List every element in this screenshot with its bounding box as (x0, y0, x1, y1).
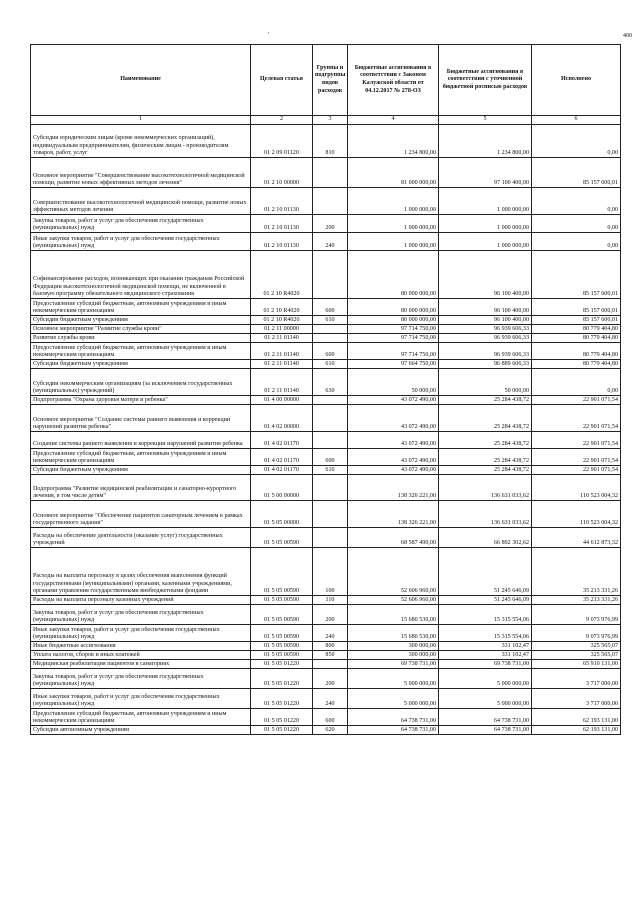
row-target-article: 01 4 02 01170 (251, 466, 313, 475)
row-target-article: 01 2 10 01130 (251, 215, 313, 233)
row-approved-amount: 97 714 750,00 (348, 343, 439, 360)
row-name: Основное мероприятие "Обеспечение пациентов санаторным лечением в рамках государственного задания" (31, 501, 251, 528)
row-name: Иные закупки товаров, работ и услуг для обеспечения государственных (муниципальных) нужд (31, 689, 251, 709)
row-target-article: 01 5 05 00590 (251, 651, 313, 660)
row-executed-amount: 44 612 873,32 (532, 528, 621, 548)
row-name: Совершенствование высокотехнологичной медицинской помощи, развитие новых эффективных методов лечения (31, 188, 251, 215)
row-executed-amount: 110 523 004,32 (532, 501, 621, 528)
row-revised-amount: 331 102,47 (439, 651, 532, 660)
row-target-article: 01 5 05 01220 (251, 709, 313, 726)
row-expense-group: 600 (313, 449, 348, 466)
row-expense-group (313, 528, 348, 548)
row-name: Основное мероприятие "Развитие службы крови" (31, 325, 251, 334)
table-row (31, 188, 621, 215)
row-executed-amount: 22 901 071,54 (532, 405, 621, 432)
table-row (31, 158, 621, 188)
row-name: Субсидии автономным учреждениям (31, 726, 251, 735)
row-approved-amount: 5 000 000,00 (348, 689, 439, 709)
table-row (31, 501, 621, 528)
row-name: Иные закупки товаров, работ и услуг для обеспечения государственных (муниципальных) нужд (31, 625, 251, 642)
row-executed-amount: 35 213 331,26 (532, 548, 621, 596)
row-revised-amount: 25 284 438,72 (439, 449, 532, 466)
row-name: Подпрограмма "Развитие медицинской реабилитации и санаторно-курортного лечения, в том числе детям" (31, 475, 251, 501)
row-approved-amount: 97 664 750,00 (348, 360, 439, 369)
row-target-article: 01 4 02 00000 (251, 405, 313, 432)
row-name: Закупка товаров, работ и услуг для обеспечения государственных (муниципальных) нужд (31, 215, 251, 233)
table-row (31, 669, 621, 689)
row-target-article: 01 2 10 R4020 (251, 299, 313, 316)
table-row (31, 396, 621, 405)
row-executed-amount: 325 565,07 (532, 651, 621, 660)
row-target-article: 01 5 05 00590 (251, 625, 313, 642)
row-expense-group: 600 (313, 299, 348, 316)
row-revised-amount: 64 738 731,00 (439, 709, 532, 726)
row-approved-amount: 43 072 490,00 (348, 449, 439, 466)
row-expense-group (313, 660, 348, 669)
row-revised-amount: 25 284 438,72 (439, 396, 532, 405)
row-name: Предоставление субсидий бюджетным, автономным учреждениям и иным некоммерческим организациям (31, 709, 251, 726)
row-expense-group (313, 251, 348, 299)
table-row (31, 449, 621, 466)
table-row (31, 432, 621, 449)
row-target-article: 01 2 11 01140 (251, 369, 313, 396)
table-row (31, 316, 621, 325)
table-row (31, 233, 621, 251)
row-name: Уплата налогов, сборов и иных платежей (31, 651, 251, 660)
row-target-article: 01 5 05 01220 (251, 689, 313, 709)
table-row (31, 596, 621, 605)
header-name: Наименование (31, 45, 251, 116)
row-executed-amount: 9 073 976,99 (532, 605, 621, 625)
row-executed-amount: 35 213 331,26 (532, 596, 621, 605)
row-approved-amount: 1 000 000,00 (348, 233, 439, 251)
row-target-article: 01 2 10 R4020 (251, 251, 313, 299)
row-expense-group (313, 325, 348, 334)
table-row (31, 475, 621, 501)
row-expense-group (313, 188, 348, 215)
column-number: 3 (313, 116, 348, 125)
row-expense-group: 100 (313, 548, 348, 596)
table-row (31, 466, 621, 475)
row-executed-amount: 85 157 600,01 (532, 316, 621, 325)
row-name: Иные бюджетные ассигнования (31, 642, 251, 651)
row-name: Иные закупки товаров, работ и услуг для обеспечения государственных (муниципальных) нужд (31, 233, 251, 251)
row-revised-amount: 96 100 400,00 (439, 251, 532, 299)
scan-mark: ' (268, 32, 270, 38)
row-revised-amount: 25 284 438,72 (439, 432, 532, 449)
table-row (31, 299, 621, 316)
row-approved-amount: 43 072 490,00 (348, 432, 439, 449)
row-expense-group (313, 396, 348, 405)
row-expense-group: 810 (313, 125, 348, 158)
row-target-article: 01 5 05 00590 (251, 596, 313, 605)
row-executed-amount: 3 717 000,00 (532, 689, 621, 709)
row-expense-group: 240 (313, 625, 348, 642)
table-row (31, 605, 621, 625)
table-row (31, 125, 621, 158)
table-row (31, 528, 621, 548)
row-name: Расходы на обеспечение деятельности (оказание услуг) государственных учреждений (31, 528, 251, 548)
column-number-row (31, 116, 621, 125)
row-revised-amount: 1 234 800,00 (439, 125, 532, 158)
row-executed-amount: 62 193 131,00 (532, 709, 621, 726)
row-target-article: 01 5 05 01220 (251, 669, 313, 689)
row-executed-amount: 0,00 (532, 188, 621, 215)
row-name: Предоставление субсидий бюджетным, автономным учреждениям и иным некоммерческим организациям (31, 343, 251, 360)
row-revised-amount: 96 939 606,33 (439, 334, 532, 343)
row-target-article: 01 2 11 00000 (251, 325, 313, 334)
row-executed-amount: 85 157 600,01 (532, 251, 621, 299)
row-expense-group: 620 (313, 726, 348, 735)
row-revised-amount: 5 000 000,00 (439, 669, 532, 689)
row-executed-amount: 9 073 976,99 (532, 625, 621, 642)
row-target-article: 01 2 11 01140 (251, 360, 313, 369)
column-number: 1 (31, 116, 251, 125)
row-expense-group (313, 475, 348, 501)
row-expense-group: 240 (313, 233, 348, 251)
row-executed-amount: 80 779 404,80 (532, 325, 621, 334)
header-revised-budget: Бюджетные ассигнования в соответствии с уточненной бюджетной росписью расходов (439, 45, 532, 116)
header-target-article: Целевая статья (251, 45, 313, 116)
row-name: Развитие службы крови (31, 334, 251, 343)
row-target-article: 01 4 02 01170 (251, 449, 313, 466)
header-approved-budget: Бюджетные ассигнования в соответствии с Законом Калужской области от 04.12.2017 № 278-ОЗ (348, 45, 439, 116)
row-revised-amount: 25 284 438,72 (439, 466, 532, 475)
row-revised-amount: 15 315 554,06 (439, 625, 532, 642)
table-row (31, 360, 621, 369)
row-approved-amount: 97 714 750,00 (348, 334, 439, 343)
row-executed-amount: 0,00 (532, 369, 621, 396)
row-target-article: 01 5 05 00590 (251, 605, 313, 625)
row-name: Расходы на выплаты персоналу в целях обеспечения выполнения функций государственными (муниципальными) органами, казенными учреждениями, органами управления государственными внебюджетными фондами (31, 548, 251, 596)
row-executed-amount: 325 565,07 (532, 642, 621, 651)
row-expense-group: 610 (313, 466, 348, 475)
row-approved-amount: 80 000 000,00 (348, 251, 439, 299)
table-row (31, 726, 621, 735)
row-revised-amount: 96 939 606,33 (439, 343, 532, 360)
row-revised-amount: 50 000,00 (439, 369, 532, 396)
header-row (31, 45, 621, 116)
row-executed-amount: 0,00 (532, 125, 621, 158)
column-number: 5 (439, 116, 532, 125)
table-row (31, 548, 621, 596)
row-name: Субсидии бюджетным учреждениям (31, 466, 251, 475)
table-body (31, 125, 621, 735)
row-executed-amount: 110 523 004,32 (532, 475, 621, 501)
row-expense-group: 200 (313, 605, 348, 625)
row-approved-amount: 80 000 000,00 (348, 316, 439, 325)
row-name: Основное мероприятие "Совершенствование высокотехнологичной медицинской помощи, развитие новых эффективных методов лечения" (31, 158, 251, 188)
row-revised-amount: 96 939 606,33 (439, 325, 532, 334)
row-target-article: 01 4 00 00000 (251, 396, 313, 405)
row-approved-amount: 43 072 490,00 (348, 466, 439, 475)
row-revised-amount: 5 000 000,00 (439, 689, 532, 709)
row-name: Софинансирование расходов, возникающих при оказании гражданам Российской Федерации высокотехнологичной медицинской помощи, не включенной в базовую программу обязательного медицинского страхования (31, 251, 251, 299)
row-name: Предоставление субсидий бюджетным, автономным учреждениям и иным некоммерческим организациям (31, 299, 251, 316)
row-revised-amount: 96 100 400,00 (439, 316, 532, 325)
row-target-article: 01 4 02 01170 (251, 432, 313, 449)
header-executed: Исполнено (532, 45, 621, 116)
row-name: Субсидии бюджетным учреждениям (31, 316, 251, 325)
row-executed-amount: 65 910 131,00 (532, 660, 621, 669)
row-approved-amount: 97 714 750,00 (348, 325, 439, 334)
row-approved-amount: 50 000,00 (348, 369, 439, 396)
row-target-article: 01 5 00 00000 (251, 475, 313, 501)
row-approved-amount: 64 738 731,00 (348, 709, 439, 726)
row-expense-group: 110 (313, 596, 348, 605)
row-target-article: 01 2 10 01130 (251, 188, 313, 215)
row-target-article: 01 2 10 01130 (251, 233, 313, 251)
table-row (31, 334, 621, 343)
row-approved-amount: 80 000 000,00 (348, 299, 439, 316)
row-approved-amount: 43 072 490,00 (348, 396, 439, 405)
row-executed-amount: 80 779 404,80 (532, 334, 621, 343)
row-name: Создание системы раннего выявления и коррекции нарушений развития ребенка (31, 432, 251, 449)
row-target-article: 01 2 11 01140 (251, 343, 313, 360)
table-row (31, 369, 621, 396)
row-executed-amount: 3 717 000,00 (532, 669, 621, 689)
row-target-article: 01 2 11 01140 (251, 334, 313, 343)
row-executed-amount: 85 157 600,01 (532, 158, 621, 188)
row-executed-amount: 0,00 (532, 233, 621, 251)
row-revised-amount: 66 892 302,62 (439, 528, 532, 548)
column-number: 6 (532, 116, 621, 125)
row-expense-group: 200 (313, 669, 348, 689)
row-target-article: 01 5 05 00000 (251, 501, 313, 528)
row-approved-amount: 69 738 731,00 (348, 660, 439, 669)
row-name: Подпрограмма "Охрана здоровья матери и ребенка" (31, 396, 251, 405)
row-approved-amount: 15 680 530,00 (348, 625, 439, 642)
row-name: Субсидии некоммерческим организациям (за исключением государственных (муниципальных) учреждений) (31, 369, 251, 396)
row-expense-group (313, 158, 348, 188)
row-expense-group: 600 (313, 709, 348, 726)
row-revised-amount: 51 245 646,09 (439, 548, 532, 596)
row-revised-amount: 1 000 000,00 (439, 188, 532, 215)
page-number: 400 (623, 33, 632, 39)
row-executed-amount: 62 193 131,00 (532, 726, 621, 735)
header-expense-groups: Группы и подгруппы видов расходов (313, 45, 348, 116)
row-revised-amount: 1 000 000,00 (439, 215, 532, 233)
row-executed-amount: 22 901 071,54 (532, 449, 621, 466)
row-expense-group: 630 (313, 369, 348, 396)
row-approved-amount: 52 606 960,00 (348, 596, 439, 605)
table-row (31, 651, 621, 660)
row-expense-group: 240 (313, 689, 348, 709)
column-number: 4 (348, 116, 439, 125)
row-approved-amount: 68 587 490,00 (348, 528, 439, 548)
table-row (31, 625, 621, 642)
row-approved-amount: 300 000,00 (348, 642, 439, 651)
row-approved-amount: 1 000 000,00 (348, 215, 439, 233)
row-revised-amount: 136 631 033,62 (439, 475, 532, 501)
row-name: Предоставление субсидий бюджетным, автономным учреждениям и иным некоммерческим организациям (31, 449, 251, 466)
row-approved-amount: 52 606 960,00 (348, 548, 439, 596)
row-approved-amount: 138 326 221,00 (348, 501, 439, 528)
row-target-article: 01 5 05 01220 (251, 660, 313, 669)
row-name: Закупка товаров, работ и услуг для обеспечения государственных (муниципальных) нужд (31, 605, 251, 625)
row-revised-amount: 331 102,47 (439, 642, 532, 651)
row-revised-amount: 69 738 731,00 (439, 660, 532, 669)
budget-table (30, 44, 621, 735)
table-row (31, 689, 621, 709)
row-approved-amount: 1 000 000,00 (348, 188, 439, 215)
row-target-article: 01 5 05 00590 (251, 548, 313, 596)
table-row (31, 660, 621, 669)
row-target-article: 01 2 10 R4020 (251, 316, 313, 325)
row-expense-group (313, 501, 348, 528)
row-revised-amount: 136 631 033,62 (439, 501, 532, 528)
row-name: Субсидии юридическим лицам (кроме некоммерческих организаций), индивидуальным предпринимателям, физическим лицам - производителям товаров, работ, услуг (31, 125, 251, 158)
row-expense-group: 800 (313, 642, 348, 651)
row-approved-amount: 138 326 221,00 (348, 475, 439, 501)
row-revised-amount: 96 889 606,33 (439, 360, 532, 369)
row-approved-amount: 15 680 530,00 (348, 605, 439, 625)
row-revised-amount: 51 245 646,09 (439, 596, 532, 605)
row-target-article: 01 5 05 00590 (251, 642, 313, 651)
table-row (31, 215, 621, 233)
row-executed-amount: 80 779 404,80 (532, 360, 621, 369)
row-target-article: 01 2 10 00000 (251, 158, 313, 188)
table-row (31, 343, 621, 360)
table-row (31, 709, 621, 726)
table-row (31, 325, 621, 334)
row-approved-amount: 81 000 000,00 (348, 158, 439, 188)
row-revised-amount: 97 100 400,00 (439, 158, 532, 188)
table-row (31, 251, 621, 299)
table-row (31, 405, 621, 432)
row-name: Закупка товаров, работ и услуг для обеспечения государственных (муниципальных) нужд (31, 669, 251, 689)
row-expense-group (313, 432, 348, 449)
row-approved-amount: 64 738 731,00 (348, 726, 439, 735)
row-revised-amount: 15 315 554,06 (439, 605, 532, 625)
row-expense-group (313, 405, 348, 432)
row-executed-amount: 22 901 071,54 (532, 396, 621, 405)
row-name: Субсидии бюджетным учреждениям (31, 360, 251, 369)
row-expense-group: 600 (313, 343, 348, 360)
row-expense-group: 610 (313, 316, 348, 325)
row-executed-amount: 22 901 071,54 (532, 432, 621, 449)
row-expense-group: 850 (313, 651, 348, 660)
row-executed-amount: 85 157 600,01 (532, 299, 621, 316)
row-revised-amount: 64 738 731,00 (439, 726, 532, 735)
table-row (31, 642, 621, 651)
row-approved-amount: 1 234 800,00 (348, 125, 439, 158)
row-approved-amount: 5 000 000,00 (348, 669, 439, 689)
row-approved-amount: 43 072 490,00 (348, 405, 439, 432)
row-approved-amount: 300 000,00 (348, 651, 439, 660)
row-executed-amount: 0,00 (532, 215, 621, 233)
column-number: 2 (251, 116, 313, 125)
row-expense-group (313, 334, 348, 343)
row-executed-amount: 80 779 404,80 (532, 343, 621, 360)
row-expense-group: 610 (313, 360, 348, 369)
row-name: Медицинская реабилитация пациентов в санаториях (31, 660, 251, 669)
row-executed-amount: 22 901 071,54 (532, 466, 621, 475)
row-target-article: 01 2 09 01120 (251, 125, 313, 158)
row-revised-amount: 25 284 438,72 (439, 405, 532, 432)
row-expense-group: 200 (313, 215, 348, 233)
row-revised-amount: 1 000 000,00 (439, 233, 532, 251)
row-name: Основное мероприятие "Создание системы раннего выявления и коррекции нарушений развития ребенка" (31, 405, 251, 432)
row-target-article: 01 5 05 00590 (251, 528, 313, 548)
row-revised-amount: 96 100 400,00 (439, 299, 532, 316)
row-target-article: 01 5 05 01220 (251, 726, 313, 735)
row-name: Расходы на выплаты персоналу казенных учреждений (31, 596, 251, 605)
